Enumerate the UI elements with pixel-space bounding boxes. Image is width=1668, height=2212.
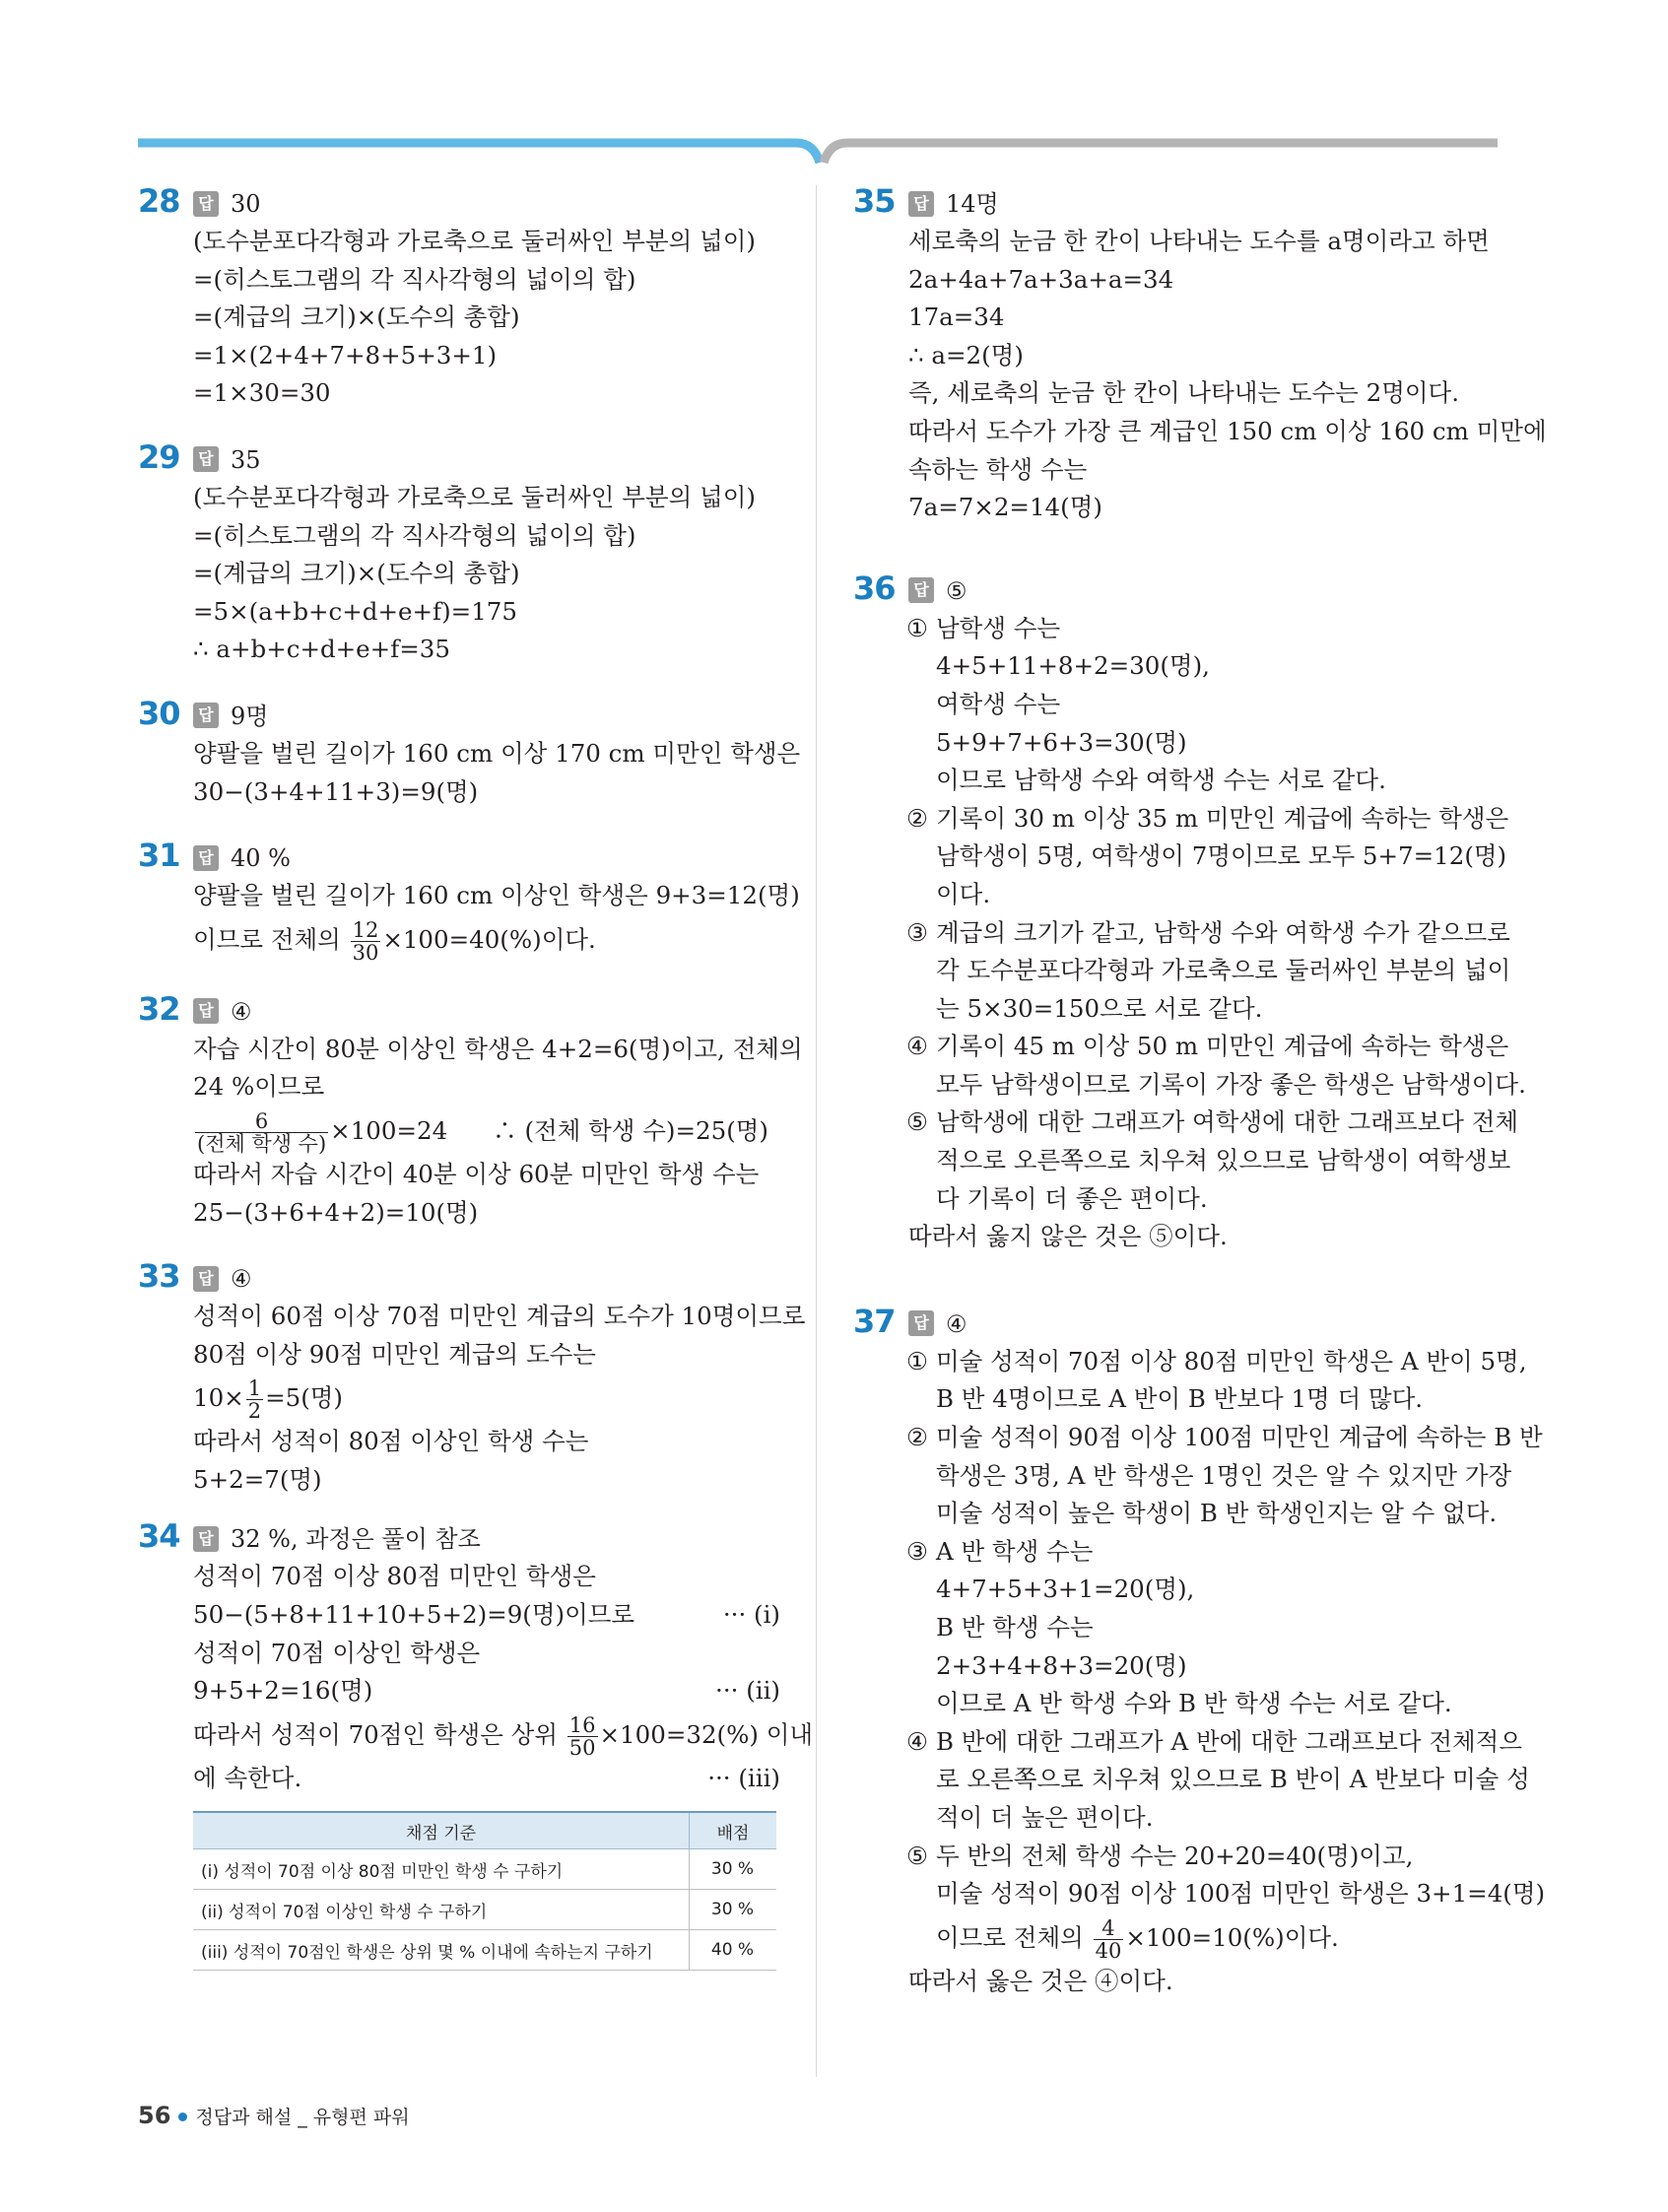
answer-badge: 답	[908, 1310, 934, 1336]
solution-line: 즉, 세로축의 눈금 한 칸이 나타내는 도수는 2명이다.	[908, 378, 1460, 408]
criteria-cell: (ii) 성적이 70점 이상인 학생 수 구하기	[193, 1890, 690, 1930]
problem-29	[138, 437, 780, 669]
solution-line: 17a=34	[908, 302, 1005, 332]
solution-line: 24 %이므로	[193, 1072, 325, 1102]
answer: 32 %, 과정은 풀이 참조	[231, 1525, 481, 1554]
problem-36	[853, 569, 1526, 1256]
solution-line: B 반 학생 수는	[936, 1613, 1094, 1642]
text: 계급의 크기가 같고, 남학생 수와 여학생 수가 같으므로	[936, 917, 1510, 947]
solution-line	[906, 1419, 1543, 1457]
solution-line: 여학생 수는	[936, 689, 1061, 718]
answer: ④	[946, 1309, 967, 1338]
step-marker: ··· (ii)	[715, 1676, 780, 1706]
solution-line: 따라서 도수가 가장 큰 계급인 150 cm 이상 160 cm 미만에	[908, 416, 1547, 445]
problem-number: 31	[138, 837, 180, 875]
problem-34	[138, 1517, 814, 1971]
problem-35	[853, 182, 1547, 527]
page-footer	[138, 2101, 410, 2130]
solution-line: =(계급의 크기)×(도수의 총합)	[193, 302, 520, 332]
solution-line: 성적이 60점 이상 70점 미만인 계급의 도수가 10명이므로	[193, 1302, 806, 1331]
text: 두 반의 전체 학생 수는 20+20=40(명)이고,	[936, 1841, 1414, 1870]
problem-28	[138, 182, 780, 413]
answer-badge: 답	[908, 191, 934, 217]
option-marker: ①	[906, 1346, 928, 1375]
problem-number: 34	[138, 1517, 180, 1556]
fraction	[1094, 1917, 1124, 1962]
fraction	[246, 1377, 263, 1422]
numerator: 6	[254, 1108, 269, 1133]
fraction-line	[193, 915, 780, 965]
text: 이므로 전체의	[193, 924, 349, 954]
problem-number: 30	[138, 694, 180, 732]
footer-title: 정답과 해설 _ 유형편 파워	[195, 2107, 410, 2128]
text: 기록이 30 m 이상 35 m 미만인 계급에 속하는 학생은	[936, 803, 1509, 833]
answer-badge: 답	[193, 446, 219, 472]
text: A 반 학생 수는	[936, 1536, 1094, 1566]
option-3	[906, 914, 1511, 1029]
solution-line	[906, 610, 1496, 648]
solution-line: 세로축의 눈금 한 칸이 나타내는 도수를 a명이라고 하면	[908, 227, 1490, 255]
problem-number: 32	[138, 989, 180, 1028]
solution-line: 미술 성적이 90점 이상 100점 미만인 학생은 3+1=4(명)	[936, 1879, 1546, 1909]
denominator: 50	[568, 1735, 596, 1760]
fraction-line	[193, 1710, 814, 1760]
solution-line: 4+5+11+8+2=30(명),	[936, 651, 1210, 681]
solution-line: 로 오른쪽으로 치우쳐 있으므로 B 반이 A 반보다 미술 성	[936, 1765, 1530, 1794]
answer-badge: 답	[193, 191, 219, 217]
numerator: 12	[352, 917, 379, 942]
text: 미술 성적이 90점 이상 100점 미만인 계급에 속하는 B 반	[936, 1423, 1543, 1452]
header-rule	[0, 0, 1668, 168]
solution-line: 이므로 남학생 수와 여학생 수는 서로 같다.	[936, 766, 1386, 795]
text: ×100=40(%)이다.	[382, 924, 596, 954]
text: =5(명)	[265, 1383, 343, 1413]
answer: 35	[231, 445, 261, 474]
problem-30	[138, 694, 801, 811]
option-1	[908, 610, 1496, 800]
problem-33	[138, 1257, 806, 1499]
problem-37	[853, 1302, 1546, 2001]
text: 이므로 전체의	[936, 1922, 1092, 1952]
text: 기록이 45 m 이상 50 m 미만인 계급에 속하는 학생은	[936, 1032, 1509, 1061]
solution-line: 양팔을 벌린 길이가 160 cm 이상인 학생은 9+3=12(명)	[193, 881, 800, 910]
text: 남학생에 대한 그래프가 여학생에 대한 그래프보다 전체	[936, 1107, 1519, 1137]
text: 남학생 수는	[936, 613, 1061, 642]
solution-line	[906, 1104, 1519, 1142]
numerator: 4	[1101, 1915, 1115, 1940]
table-row	[193, 1930, 776, 1971]
fraction	[195, 1110, 328, 1155]
solution-line: 속하는 학생 수는	[908, 454, 1088, 484]
option-marker: ②	[906, 1423, 928, 1452]
fraction-line	[936, 1913, 1496, 1963]
table-header-row	[193, 1812, 776, 1849]
solution-line: =(히스토그램의 각 직사각형의 넓이의 합)	[193, 520, 636, 550]
problem-number: 29	[138, 437, 180, 476]
option-5	[906, 1838, 1546, 1963]
text: ×100=10(%)이다.	[1125, 1922, 1339, 1952]
right-column	[853, 182, 1547, 2000]
step-marker: ··· (iii)	[707, 1763, 780, 1792]
step-marker: ··· (i)	[722, 1600, 780, 1630]
solution-line: 30−(3+4+11+3)=9(명)	[193, 776, 479, 806]
solution-line: 따라서 성적이 80점 이상인 학생 수는	[193, 1427, 589, 1456]
option-marker: ④	[906, 1726, 928, 1756]
option-4	[906, 1028, 1526, 1104]
column-divider	[816, 185, 817, 2077]
solution-line: ∴ a+b+c+d+e+f=35	[193, 635, 450, 664]
fraction-line	[193, 1106, 780, 1156]
answer-badge: 답	[908, 577, 934, 603]
option-marker: ⑤	[906, 1107, 928, 1137]
option-3	[908, 1533, 1496, 1723]
solution-line: 자습 시간이 80분 이상인 학생은 4+2=6(명)이고, 전체의	[193, 1034, 803, 1063]
denominator: 30	[352, 940, 379, 965]
denominator: (전체 학생 수)	[197, 1131, 327, 1156]
solution-line	[906, 1028, 1509, 1066]
problem-31	[138, 837, 800, 965]
answer: 9명	[231, 702, 269, 730]
page-number: 56	[138, 2102, 171, 2129]
text: ×100=24	[330, 1115, 448, 1145]
solution-line: 다 기록이 더 좋은 편이다.	[936, 1183, 1208, 1213]
solution-line: 성적이 70점 이상인 학생은	[193, 1638, 481, 1667]
table-row	[193, 1890, 776, 1930]
option-2	[906, 800, 1509, 914]
solution-line: 7a=7×2=14(명)	[908, 493, 1102, 522]
solution-line: 4+7+5+3+1=20(명),	[936, 1575, 1195, 1604]
answer: ④	[231, 1265, 252, 1294]
solution-line: 80점 이상 90점 미만인 계급의 도수는	[193, 1339, 596, 1369]
problem-number: 36	[853, 569, 896, 607]
option-marker: ⑤	[906, 1841, 928, 1870]
solution-line: 5+9+7+6+3=30(명)	[936, 727, 1187, 757]
fraction	[351, 919, 381, 964]
option-marker: ③	[906, 1536, 928, 1566]
solution-line: 이므로 A 반 학생 수와 B 반 학생 수는 서로 같다.	[936, 1689, 1452, 1718]
solution-line: 적이 더 높은 편이다.	[936, 1802, 1154, 1832]
solution-line: =(계급의 크기)×(도수의 총합)	[193, 559, 520, 588]
answer-badge: 답	[193, 998, 219, 1024]
numerator: 16	[568, 1712, 596, 1737]
criteria-cell: (iii) 성적이 70점인 학생은 상위 몇 % 이내에 속하는지 구하기	[193, 1930, 690, 1971]
solution-line: 는 5×30=150으로 서로 같다.	[936, 993, 1263, 1023]
answer-badge: 답	[193, 845, 219, 871]
conclusion: 따라서 옳지 않은 것은 ⑤이다.	[908, 1222, 1228, 1251]
answer-badge: 답	[193, 1526, 219, 1552]
solution-line: 적으로 오른쪽으로 치우쳐 있으므로 남학생이 여학생보	[936, 1146, 1511, 1175]
option-marker: ②	[906, 803, 928, 833]
text: 에 속한다.	[193, 1763, 302, 1792]
solution-line: 따라서 자습 시간이 40분 이상 60분 미만인 학생 수는	[193, 1159, 760, 1188]
denominator: 2	[247, 1399, 262, 1424]
option-2	[906, 1419, 1543, 1533]
points-cell: 40 %	[690, 1930, 777, 1971]
solution-line	[906, 800, 1509, 838]
solution-line	[906, 914, 1510, 953]
option-4	[906, 1723, 1530, 1838]
criteria-cell: (i) 성적이 70점 이상 80점 미만인 학생 수 구하기	[193, 1849, 690, 1890]
solution-line	[906, 1343, 1527, 1381]
text: 10×	[193, 1383, 244, 1413]
option-marker: ④	[906, 1032, 928, 1061]
answer-badge: 답	[193, 703, 219, 728]
text: 9+5+2=16(명)	[193, 1676, 373, 1706]
problem-32	[138, 989, 803, 1232]
problem-number: 37	[853, 1302, 896, 1340]
column-header: 배점	[690, 1812, 777, 1849]
solution-line: 2+3+4+8+3=20(명)	[936, 1650, 1187, 1680]
option-marker: ①	[906, 613, 928, 642]
solution-line	[193, 1596, 780, 1635]
solution-line: 학생은 3명, A 반 학생은 1명인 것은 알 수 있지만 가장	[936, 1460, 1512, 1490]
problem-number: 28	[138, 182, 180, 220]
fraction-line	[193, 1374, 780, 1423]
text: B 반에 대한 그래프가 A 반에 대한 그래프보다 전체적으	[936, 1726, 1523, 1756]
answer: ④	[231, 997, 252, 1026]
solution-line: 미술 성적이 높은 학생이 B 반 학생인지는 알 수 없다.	[936, 1499, 1498, 1528]
numerator: 1	[247, 1376, 262, 1401]
solution-line: 2a+4a+7a+3a+a=34	[908, 264, 1174, 294]
answer-badge: 답	[193, 1266, 219, 1292]
denominator: 40	[1095, 1938, 1122, 1963]
solution-line: 모두 남학생이므로 기록이 가장 좋은 학생은 남학생이다.	[936, 1069, 1526, 1099]
solution-line	[906, 1533, 1496, 1572]
column-header: 채점 기준	[193, 1812, 690, 1849]
text: 50−(5+8+11+10+5+2)=9(명)이므로	[193, 1600, 635, 1630]
solution-line	[193, 1760, 780, 1798]
answer: 14명	[946, 190, 999, 218]
conclusion: 따라서 옳은 것은 ④이다.	[908, 1966, 1173, 1995]
solution-line	[193, 1672, 780, 1710]
solution-line: 양팔을 벌린 길이가 160 cm 이상 170 cm 미만인 학생은	[193, 738, 801, 768]
answer: 30	[231, 190, 261, 218]
solution-line: B 반 4명이므로 A 반이 B 반보다 1명 더 많다.	[936, 1384, 1424, 1414]
solution-line: 25−(3+6+4+2)=10(명)	[193, 1197, 479, 1227]
solution-line: 남학생이 5명, 여학생이 7명이므로 모두 5+7=12(명)	[936, 841, 1507, 871]
text: 미술 성적이 70점 이상 80점 미만인 학생은 A 반이 5명,	[936, 1346, 1527, 1375]
option-marker: ③	[906, 917, 928, 947]
solution-line: (도수분포다각형과 가로축으로 둘러싸인 부분의 넓이)	[193, 482, 756, 511]
text: 따라서 성적이 70점인 학생은 상위	[193, 1719, 566, 1749]
option-1	[906, 1343, 1527, 1419]
solution-line: (도수분포다각형과 가로축으로 둘러싸인 부분의 넓이)	[193, 227, 756, 255]
solution-line: =1×(2+4+7+8+5+3+1)	[193, 340, 498, 369]
points-cell: 30 %	[690, 1890, 777, 1930]
table-row	[193, 1849, 776, 1890]
option-5	[906, 1104, 1519, 1218]
problem-number: 33	[138, 1257, 180, 1296]
left-column	[138, 182, 814, 1971]
scoring-rubric-table	[193, 1811, 776, 1971]
solution-line	[906, 1838, 1496, 1876]
solution-line: =(히스토그램의 각 직사각형의 넓이의 합)	[193, 264, 636, 294]
points-cell: 30 %	[690, 1849, 777, 1890]
solution-line: 각 도수분포다각형과 가로축으로 둘러싸인 부분의 넓이	[936, 956, 1511, 985]
solution-line: =1×30=30	[193, 378, 331, 408]
bullet-icon	[178, 2112, 187, 2121]
solution-line: =5×(a+b+c+d+e+f)=175	[193, 596, 517, 626]
solution-line: 5+2=7(명)	[193, 1464, 322, 1494]
text: ∴ (전체 학생 수)=25(명)	[493, 1115, 768, 1145]
answer: 40 %	[231, 844, 291, 873]
solution-line: 이다.	[936, 879, 991, 908]
solution-line: ∴ a=2(명)	[908, 340, 1024, 369]
solution-line	[906, 1723, 1523, 1762]
answer: ⑤	[946, 576, 967, 605]
fraction	[567, 1714, 598, 1759]
problem-number: 35	[853, 182, 896, 220]
solution-line: 성적이 70점 이상 80점 미만인 학생은	[193, 1562, 596, 1591]
text: ×100=32(%) 이내	[599, 1719, 814, 1749]
